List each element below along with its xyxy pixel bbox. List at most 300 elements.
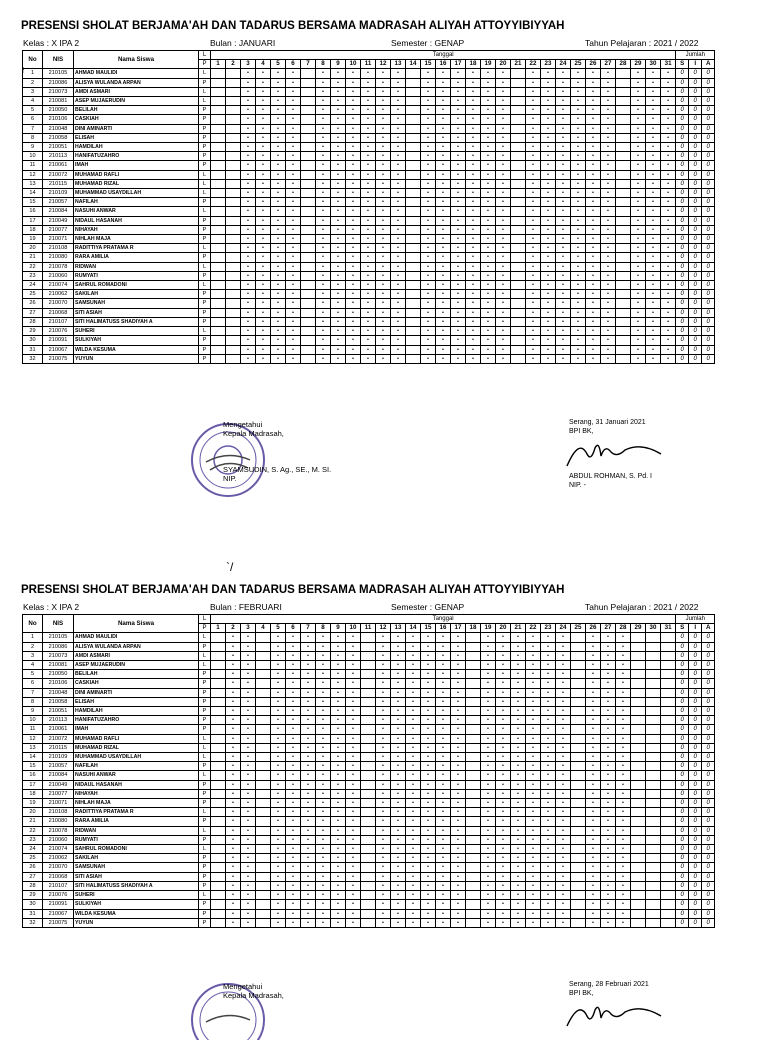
attendance-cell: •	[541, 345, 556, 354]
attendance-cell: •	[496, 327, 511, 336]
total-permit: 0	[689, 743, 702, 752]
student-row	[23, 207, 715, 216]
attendance-cell: •	[601, 716, 616, 725]
total-permit: 0	[689, 207, 702, 216]
attendance-cell: •	[496, 789, 511, 798]
student-no: 23	[23, 835, 43, 844]
student-name: NIHAYAH	[74, 789, 199, 798]
student-name: WILDA KESUMA	[74, 909, 199, 918]
header-gender-l: L	[199, 615, 211, 624]
attendance-cell: •	[511, 863, 526, 872]
attendance-cell: •	[391, 780, 406, 789]
attendance-cell	[301, 179, 316, 188]
attendance-cell: •	[361, 235, 376, 244]
attendance-cell: •	[526, 845, 541, 854]
total-absent: 0	[702, 271, 715, 280]
attendance-cell: •	[496, 725, 511, 734]
attendance-cell	[211, 308, 226, 317]
attendance-cell	[256, 881, 271, 890]
student-nis: 210108	[43, 808, 74, 817]
attendance-cell: •	[286, 281, 301, 290]
attendance-cell: •	[646, 133, 661, 142]
attendance-cell: •	[376, 345, 391, 354]
attendance-cell: •	[481, 271, 496, 280]
attendance-cell: •	[226, 900, 241, 909]
attendance-cell: •	[286, 189, 301, 198]
attendance-cell: •	[511, 909, 526, 918]
attendance-cell: •	[541, 900, 556, 909]
attendance-cell: •	[406, 642, 421, 651]
attendance-cell: •	[376, 881, 391, 890]
attendance-cell	[301, 69, 316, 78]
day-header: 1	[211, 60, 226, 69]
attendance-cell: •	[241, 308, 256, 317]
attendance-cell	[211, 106, 226, 115]
attendance-cell: •	[586, 97, 601, 106]
attendance-cell: •	[451, 87, 466, 96]
attendance-cell: •	[571, 235, 586, 244]
attendance-cell: •	[616, 642, 631, 651]
attendance-cell: •	[331, 725, 346, 734]
attendance-cell	[661, 918, 676, 927]
total-sick: 0	[676, 872, 689, 881]
attendance-cell: •	[421, 789, 436, 798]
attendance-cell: •	[496, 198, 511, 207]
attendance-cell	[466, 872, 481, 881]
attendance-cell: •	[421, 115, 436, 124]
total-absent: 0	[702, 152, 715, 161]
attendance-cell: •	[451, 124, 466, 133]
attendance-cell	[301, 281, 316, 290]
day-header: 10	[346, 60, 361, 69]
sheet-title: PRESENSI SHOLAT BERJAMA'AH DAN TADARUS BERSAMA MADRASAH ALIYAH ATTOYYIBIYYAH	[21, 584, 565, 596]
attendance-cell: •	[301, 881, 316, 890]
student-name: CASKIAH	[74, 115, 199, 124]
attendance-cell: •	[406, 900, 421, 909]
attendance-cell: •	[391, 697, 406, 706]
attendance-cell: •	[466, 354, 481, 363]
attendance-cell: •	[571, 281, 586, 290]
attendance-cell: •	[556, 661, 571, 670]
attendance-cell	[646, 734, 661, 743]
attendance-cell: •	[421, 133, 436, 142]
attendance-cell: •	[301, 918, 316, 927]
attendance-cell: •	[286, 69, 301, 78]
attendance-cell: •	[601, 734, 616, 743]
attendance-cell: •	[316, 115, 331, 124]
attendance-cell	[211, 789, 226, 798]
student-gender: L	[199, 262, 211, 271]
attendance-cell: •	[241, 725, 256, 734]
attendance-cell: •	[436, 633, 451, 642]
month-label: Bulan : FEBRUARI	[210, 602, 282, 612]
attendance-cell: •	[436, 743, 451, 752]
attendance-cell: •	[286, 106, 301, 115]
student-gender: P	[199, 670, 211, 679]
total-absent: 0	[702, 161, 715, 170]
attendance-cell: •	[391, 179, 406, 188]
student-no: 12	[23, 170, 43, 179]
attendance-cell: •	[601, 688, 616, 697]
attendance-cell: •	[451, 762, 466, 771]
student-row	[23, 216, 715, 225]
student-nis: 210115	[43, 179, 74, 188]
attendance-cell: •	[376, 106, 391, 115]
attendance-cell: •	[451, 143, 466, 152]
attendance-cell: •	[406, 688, 421, 697]
attendance-cell	[571, 872, 586, 881]
student-name: ASEP MUJAERUDIN	[74, 661, 199, 670]
attendance-cell: •	[541, 918, 556, 927]
attendance-cell: •	[346, 835, 361, 844]
attendance-cell: •	[316, 789, 331, 798]
attendance-cell	[256, 854, 271, 863]
attendance-cell	[211, 327, 226, 336]
attendance-cell	[211, 863, 226, 872]
attendance-cell: •	[346, 133, 361, 142]
attendance-cell: •	[286, 826, 301, 835]
attendance-cell: •	[331, 271, 346, 280]
student-name: WILDA KESUMA	[74, 345, 199, 354]
attendance-cell	[511, 78, 526, 87]
student-gender: P	[199, 707, 211, 716]
student-gender: L	[199, 87, 211, 96]
attendance-cell: •	[541, 133, 556, 142]
attendance-cell: •	[346, 679, 361, 688]
attendance-cell: •	[436, 235, 451, 244]
student-no: 30	[23, 336, 43, 345]
attendance-cell	[301, 198, 316, 207]
attendance-cell: •	[391, 189, 406, 198]
attendance-cell: •	[316, 336, 331, 345]
attendance-cell	[661, 826, 676, 835]
attendance-cell: •	[511, 845, 526, 854]
attendance-cell	[361, 707, 376, 716]
total-permit: 0	[689, 124, 702, 133]
attendance-cell: •	[616, 651, 631, 660]
total-permit: 0	[689, 863, 702, 872]
student-name: RADITTIYA PRATAMA R	[74, 244, 199, 253]
attendance-cell: •	[391, 317, 406, 326]
attendance-cell: •	[646, 143, 661, 152]
attendance-cell	[511, 170, 526, 179]
attendance-cell: •	[331, 345, 346, 354]
attendance-cell	[661, 872, 676, 881]
attendance-cell: •	[421, 290, 436, 299]
total-permit: 0	[689, 716, 702, 725]
attendance-cell: •	[241, 262, 256, 271]
attendance-cell: •	[436, 845, 451, 854]
attendance-cell: •	[586, 707, 601, 716]
attendance-cell: •	[331, 845, 346, 854]
attendance-cell	[361, 789, 376, 798]
attendance-cell: •	[226, 716, 241, 725]
attendance-cell	[631, 863, 646, 872]
student-no: 15	[23, 198, 43, 207]
attendance-cell: •	[541, 762, 556, 771]
attendance-cell: •	[526, 789, 541, 798]
header-row	[23, 51, 715, 60]
attendance-cell	[211, 124, 226, 133]
attendance-cell: •	[331, 152, 346, 161]
attendance-cell: •	[601, 262, 616, 271]
attendance-cell: •	[661, 133, 676, 142]
attendance-cell	[646, 854, 661, 863]
total-absent: 0	[702, 106, 715, 115]
attendance-cell: •	[406, 808, 421, 817]
attendance-cell	[301, 124, 316, 133]
attendance-cell: •	[421, 679, 436, 688]
attendance-cell: •	[406, 762, 421, 771]
attendance-cell	[661, 688, 676, 697]
student-name: SAKILAH	[74, 854, 199, 863]
attendance-cell: •	[481, 817, 496, 826]
attendance-cell: •	[271, 271, 286, 280]
attendance-cell: •	[301, 642, 316, 651]
attendance-cell: •	[481, 835, 496, 844]
student-name: SAKILAH	[74, 290, 199, 299]
student-row	[23, 872, 715, 881]
attendance-cell: •	[226, 780, 241, 789]
attendance-cell	[616, 179, 631, 188]
attendance-cell: •	[331, 771, 346, 780]
attendance-cell: •	[541, 679, 556, 688]
attendance-cell: •	[616, 661, 631, 670]
student-name: BELILAH	[74, 670, 199, 679]
total-absent: 0	[702, 854, 715, 863]
attendance-cell: •	[391, 900, 406, 909]
attendance-cell: •	[616, 872, 631, 881]
attendance-cell	[646, 845, 661, 854]
attendance-cell: •	[271, 69, 286, 78]
day-header: 12	[376, 624, 391, 633]
student-gender: P	[199, 216, 211, 225]
total-permit: 0	[689, 170, 702, 179]
attendance-cell	[211, 670, 226, 679]
student-no: 13	[23, 179, 43, 188]
attendance-cell	[226, 170, 241, 179]
attendance-cell	[661, 661, 676, 670]
attendance-cell	[406, 189, 421, 198]
student-row	[23, 799, 715, 808]
attendance-cell: •	[226, 762, 241, 771]
day-header: 29	[631, 60, 646, 69]
total-sick: 0	[676, 753, 689, 762]
attendance-cell: •	[226, 826, 241, 835]
attendance-cell: •	[421, 271, 436, 280]
attendance-cell	[226, 87, 241, 96]
attendance-cell: •	[421, 317, 436, 326]
attendance-cell: •	[241, 189, 256, 198]
attendance-cell: •	[331, 170, 346, 179]
student-gender: P	[199, 354, 211, 363]
student-nis: 210067	[43, 909, 74, 918]
attendance-cell: •	[361, 170, 376, 179]
day-header: 27	[601, 624, 616, 633]
attendance-cell	[406, 262, 421, 271]
attendance-cell: •	[586, 115, 601, 124]
student-name: HAMDILAH	[74, 143, 199, 152]
student-nis: 210075	[43, 918, 74, 927]
total-sick: 0	[676, 808, 689, 817]
attendance-cell	[466, 780, 481, 789]
attendance-cell: •	[391, 670, 406, 679]
attendance-cell: •	[631, 327, 646, 336]
student-no: 13	[23, 743, 43, 752]
student-nis: 210080	[43, 253, 74, 262]
attendance-cell: •	[391, 707, 406, 716]
attendance-cell: •	[361, 189, 376, 198]
attendance-cell: •	[241, 69, 256, 78]
attendance-cell: •	[376, 771, 391, 780]
attendance-cell: •	[376, 281, 391, 290]
attendance-cell: •	[406, 743, 421, 752]
attendance-cell	[466, 789, 481, 798]
attendance-cell: •	[511, 826, 526, 835]
attendance-cell: •	[421, 354, 436, 363]
attendance-cell	[616, 345, 631, 354]
attendance-cell: •	[556, 216, 571, 225]
attendance-cell: •	[511, 918, 526, 927]
attendance-cell: •	[286, 133, 301, 142]
student-row	[23, 863, 715, 872]
total-absent: 0	[702, 771, 715, 780]
attendance-cell: •	[421, 900, 436, 909]
header-permit: I	[689, 624, 702, 633]
attendance-cell: •	[661, 345, 676, 354]
day-header: 17	[451, 60, 466, 69]
attendance-cell	[616, 271, 631, 280]
attendance-cell	[361, 697, 376, 706]
attendance-cell: •	[661, 97, 676, 106]
attendance-cell	[631, 743, 646, 752]
attendance-cell: •	[481, 771, 496, 780]
attendance-cell: •	[481, 845, 496, 854]
total-sick: 0	[676, 670, 689, 679]
attendance-cell: •	[331, 633, 346, 642]
student-no: 24	[23, 281, 43, 290]
attendance-cell: •	[601, 762, 616, 771]
attendance-cell: •	[406, 707, 421, 716]
attendance-cell: •	[286, 743, 301, 752]
student-gender: P	[199, 308, 211, 317]
attendance-cell: •	[556, 354, 571, 363]
day-header: 23	[541, 60, 556, 69]
attendance-cell: •	[541, 789, 556, 798]
attendance-cell: •	[571, 327, 586, 336]
attendance-cell: •	[226, 817, 241, 826]
attendance-cell: •	[241, 872, 256, 881]
attendance-cell: •	[571, 179, 586, 188]
attendance-cell: •	[436, 753, 451, 762]
attendance-cell	[466, 808, 481, 817]
total-absent: 0	[702, 872, 715, 881]
student-nis: 210048	[43, 688, 74, 697]
total-permit: 0	[689, 198, 702, 207]
attendance-cell	[466, 642, 481, 651]
attendance-cell: •	[436, 799, 451, 808]
student-nis: 210109	[43, 189, 74, 198]
attendance-cell: •	[271, 688, 286, 697]
student-nis: 210091	[43, 900, 74, 909]
attendance-cell: •	[556, 725, 571, 734]
attendance-cell: •	[271, 152, 286, 161]
attendance-cell: •	[226, 661, 241, 670]
attendance-cell: •	[301, 688, 316, 697]
attendance-cell: •	[421, 244, 436, 253]
student-name: ALISYA WULANDA ARPAN	[74, 78, 199, 87]
attendance-cell: •	[421, 707, 436, 716]
attendance-cell: •	[466, 198, 481, 207]
counselor-role: BPI BK,	[569, 990, 594, 997]
student-nis: 210067	[43, 345, 74, 354]
attendance-cell: •	[421, 762, 436, 771]
attendance-cell	[301, 308, 316, 317]
attendance-cell: •	[646, 317, 661, 326]
day-header: 22	[526, 624, 541, 633]
attendance-cell: •	[556, 124, 571, 133]
attendance-cell: •	[571, 262, 586, 271]
attendance-cell: •	[661, 87, 676, 96]
attendance-cell: •	[226, 854, 241, 863]
day-header: 20	[496, 624, 511, 633]
attendance-cell: •	[601, 106, 616, 115]
attendance-cell: •	[586, 317, 601, 326]
attendance-cell: •	[481, 762, 496, 771]
attendance-cell: •	[601, 124, 616, 133]
attendance-cell	[631, 688, 646, 697]
attendance-cell	[226, 207, 241, 216]
total-permit: 0	[689, 854, 702, 863]
attendance-cell: •	[496, 271, 511, 280]
student-name: SITI ASIAH	[74, 308, 199, 317]
attendance-cell	[571, 716, 586, 725]
attendance-cell: •	[481, 225, 496, 234]
attendance-cell: •	[451, 707, 466, 716]
attendance-cell	[256, 642, 271, 651]
total-permit: 0	[689, 808, 702, 817]
attendance-cell: •	[436, 78, 451, 87]
total-absent: 0	[702, 354, 715, 363]
student-nis: 210061	[43, 161, 74, 170]
attendance-cell: •	[571, 133, 586, 142]
attendance-cell: •	[286, 271, 301, 280]
attendance-cell: •	[556, 179, 571, 188]
attendance-cell: •	[601, 317, 616, 326]
attendance-cell: •	[286, 891, 301, 900]
attendance-cell	[211, 707, 226, 716]
attendance-cell: •	[421, 253, 436, 262]
total-sick: 0	[676, 87, 689, 96]
attendance-cell: •	[436, 271, 451, 280]
attendance-cell: •	[391, 271, 406, 280]
attendance-cell: •	[451, 354, 466, 363]
attendance-cell: •	[346, 670, 361, 679]
student-nis: 210115	[43, 743, 74, 752]
attendance-cell: •	[541, 225, 556, 234]
student-no: 2	[23, 78, 43, 87]
attendance-cell: •	[601, 198, 616, 207]
attendance-cell: •	[271, 78, 286, 87]
attendance-cell	[211, 317, 226, 326]
attendance-cell: •	[316, 799, 331, 808]
attendance-cell	[361, 633, 376, 642]
attendance-cell	[616, 69, 631, 78]
total-absent: 0	[702, 716, 715, 725]
attendance-cell: •	[271, 143, 286, 152]
attendance-cell: •	[286, 78, 301, 87]
student-gender: P	[199, 253, 211, 262]
